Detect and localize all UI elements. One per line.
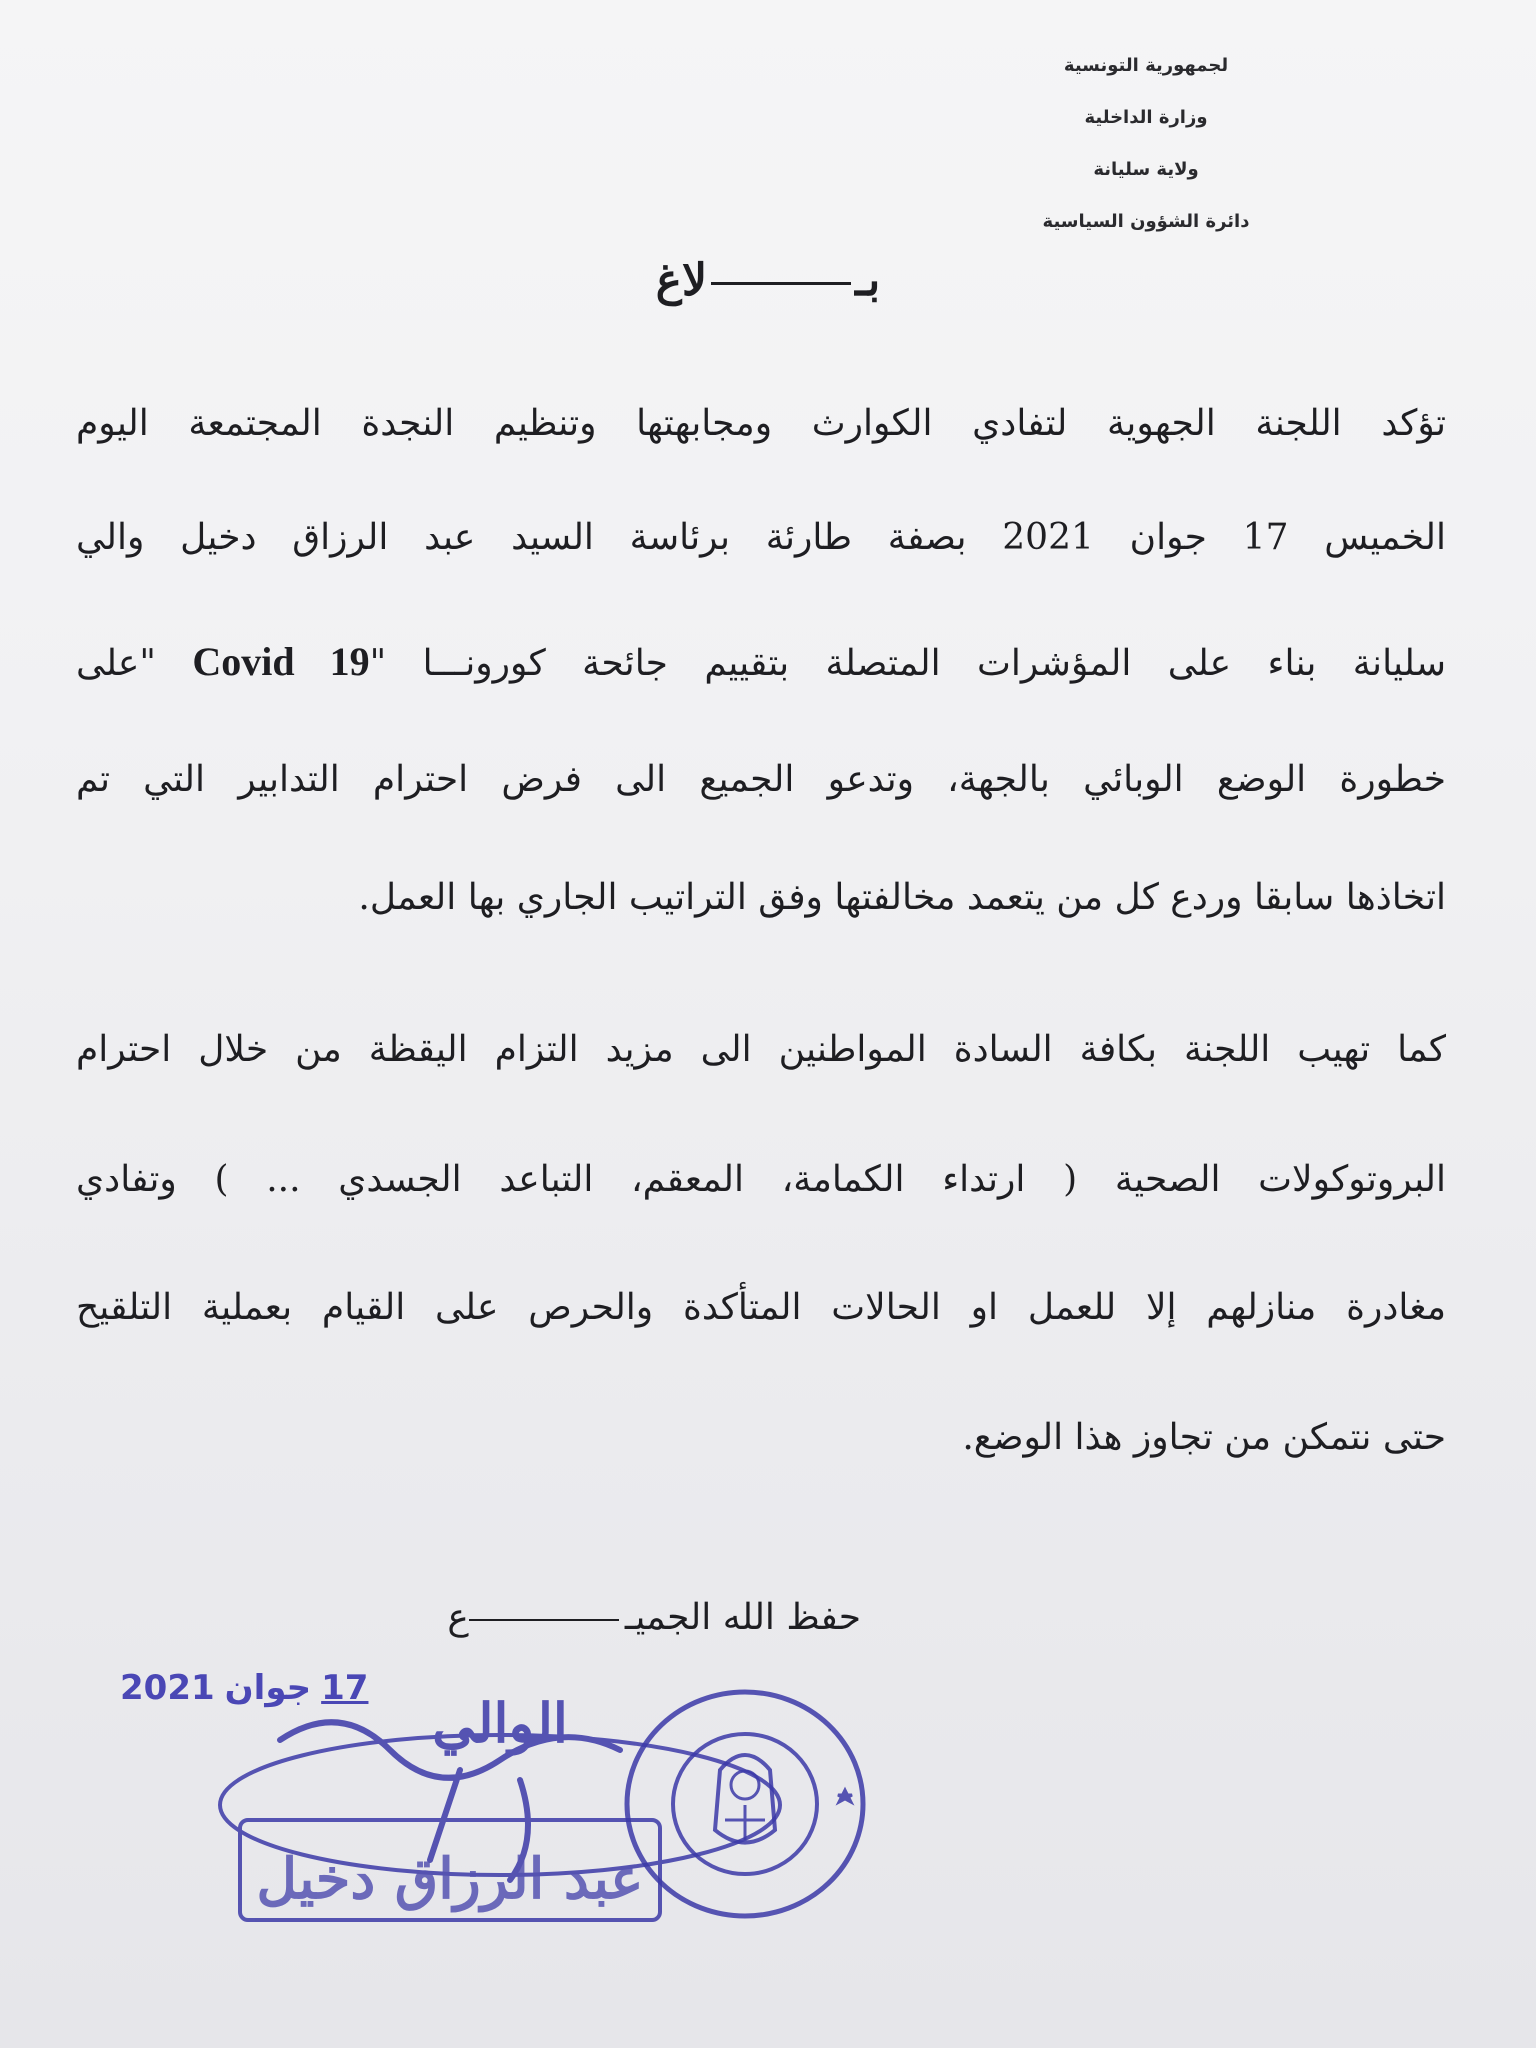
- date-month: جوان: [224, 1668, 312, 1708]
- body-line-2: الخميس 17 جوان 2021 بصفة طارئة برئاسة السيد عبد الرزاق دخيل والي: [76, 517, 1446, 558]
- letterhead-governorate: ولاية سليانة: [1093, 159, 1199, 180]
- body-line-5: اتخاذها سابقا وردع كل من يتعمد مخالفتها وفق التراتيب الجاري بها العمل.: [358, 877, 1446, 918]
- body-line-4: خطورة الوضع الوبائي بالجهة، وتدعو الجميع الى فرض احترام التدابير التي تم: [76, 759, 1446, 800]
- body-line-9: حتى نتمكن من تجاوز هذا الوضع.: [962, 1417, 1446, 1458]
- body-line-7: البروتوكولات الصحية ( ارتداء الكمامة، المعقم، التباعد الجسدي ... ) وتفادي: [76, 1159, 1446, 1200]
- date-year: 2021: [120, 1668, 215, 1708]
- seal-star: [838, 1790, 852, 1802]
- body-line-3-a: سليانة بناء على المؤشرات المتصلة بتقييم جائحة كورونـــا ": [369, 643, 1446, 684]
- signature-stamp: [220, 1691, 780, 1920]
- closing-a: حفظ الله الجميـ: [624, 1597, 861, 1638]
- seal-outer-ring: [627, 1692, 863, 1916]
- body-line-1: تؤكد اللجنة الجهوية لتفادي الكوارث ومجابهتها وتنظيم النجدة المجتمعة اليوم: [76, 403, 1446, 444]
- body-line-3: [76, 634, 1446, 692]
- closing-phrase: [447, 1590, 861, 1646]
- seal-emblem-scale: [725, 1805, 765, 1840]
- letterhead-ministry: وزارة الداخلية: [1084, 107, 1208, 128]
- body-line-8: مغادرة منازلهم إلا للعمل او الحالات المتأكدة والحرص على القيام بعملية التلقيح: [76, 1287, 1446, 1328]
- closing-b: ع: [447, 1597, 469, 1638]
- body-line-6: كما تهيب اللجنة بكافة السادة المواطنين الى مزيد التزام اليقظة من خلال احترام: [76, 1029, 1446, 1070]
- letterhead-republic: لجمهورية التونسية: [1063, 55, 1229, 76]
- title-last: غ: [655, 255, 683, 306]
- closing-stretch: [469, 1619, 619, 1621]
- title-first: بـ: [855, 255, 881, 306]
- body-line-3-b: "على: [76, 643, 156, 684]
- round-seal: [627, 1692, 863, 1916]
- stamp-title: الوالي: [432, 1691, 568, 1755]
- stamp-name: عبد الرزاق دخيل: [256, 1846, 644, 1912]
- official-stamps: [200, 1680, 880, 1940]
- letterhead-department: دائرة الشؤون السياسية: [1042, 211, 1250, 232]
- date-day: 17: [321, 1668, 369, 1708]
- covid-label: Covid 19: [192, 639, 370, 684]
- title-middle: لا: [682, 255, 708, 306]
